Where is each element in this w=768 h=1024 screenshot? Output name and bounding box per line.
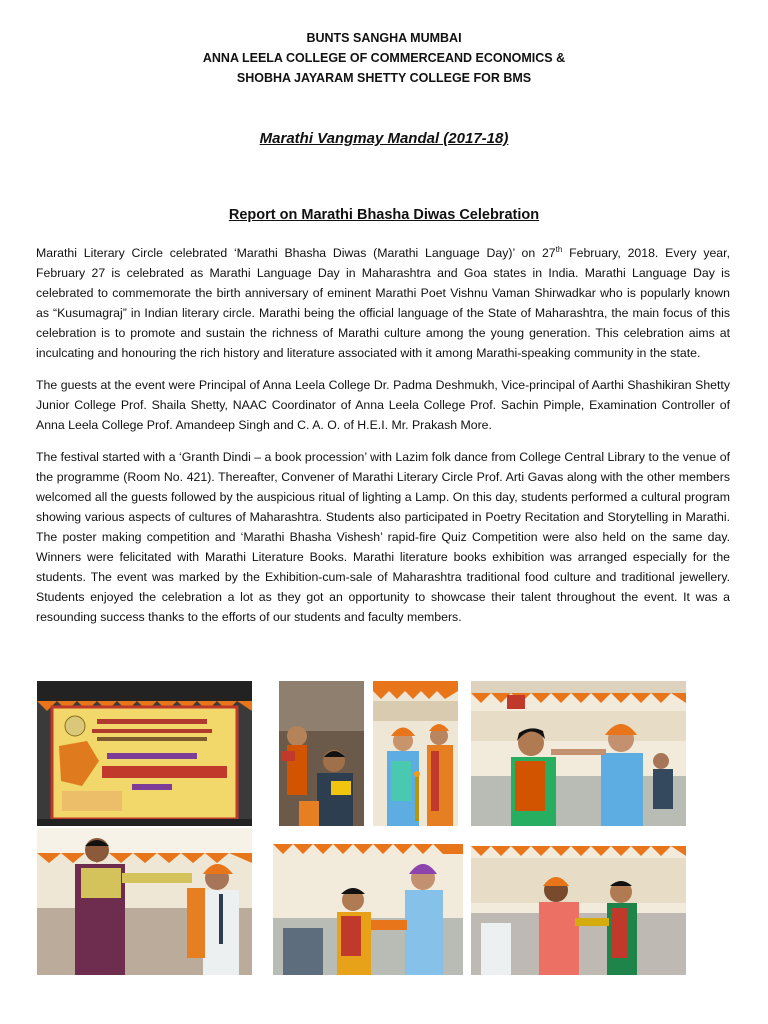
header-line-2: ANNA LEELA COLLEGE OF COMMERCEAND ECONOMICS & (202, 51, 566, 65)
mandal-subtitle: Marathi Vangmay Mandal (2017-18) (259, 130, 509, 147)
institution-header (0, 28, 768, 88)
paragraph-guests: The guests at the event were Principal of Anna Leela College Dr. Padma Deshmukh, Vice-principal of Aarthi Shashikiran Shetty Junior College Prof. Shaila Shetty, NAAC Coordinator of Anna Leela College Prof. Sachin Pimple, Examination Controller of Anna Leela College Prof. Amandeep Singh and C. A. O. of H.E.I. Mr. Prakash More. (36, 378, 730, 433)
photo-guest-turban (37, 828, 252, 975)
ordinal-suffix: th (555, 245, 563, 254)
paragraph-intro-start: Marathi Literary Circle celebrated ‘Marathi Bhasha Diwas (Marathi Language Day)’ on 27 (36, 246, 556, 261)
photo-guest-felicitation (279, 681, 364, 826)
paragraph-intro (36, 240, 730, 363)
photo-pheta-tying (471, 681, 686, 826)
header-line-3: SHOBHA JAYARAM SHETTY COLLEGE FOR BMS (236, 71, 532, 85)
photo-lamp-lighting (373, 681, 458, 826)
paragraph-intro-rest: February, 2018. Every year, February 27 is celebrated as Marathi Language Day in Maharashtra and Goa states in India. Marathi Language Day is celebrated to commemorate the birth anniversary of eminent Marathi Poet Vishnu Vaman Shirwadkar who is popularly known as “Kusumagraj” in Indian literary circle. Marathi being the official language of the State of Maharashtra, the main focus of this celebration is to promote and sustain the richness of Marathi culture among the young generation. This celebration aims at inculcating and honouring the rich history and literature associated with it among Marathi-speaking community in the state. (36, 246, 730, 361)
report-body (36, 240, 730, 639)
report-title: Report on Marathi Bhasha Diwas Celebration (228, 207, 540, 223)
paragraph-festival: The festival started with a ‘Granth Dindi – a book procession’ with Lazim folk dance from College Central Library to the venue of the programme (Room No. 421). Thereafter, Convener of Marathi Literary Circle Prof. Arti Gavas along with the other members welcomed all the guests followed by the auspicious ritual of lighting a Lamp. On this day, students performed a cultural program showing various aspects of cultures of Maharashtra. Students also participated in Poetry Recitation and Storytelling in Marathi. The poster making competition and ‘Marathi Bhasha Vishesh’ rapid-fire Quiz Competition were also held on the same day. Winners were felicitated with Marathi Literature Books. Marathi literature books exhibition was arranged especially for the students. The event was marked by the Exhibition-cum-sale of Maharashtra traditional food culture and traditional jewellery. Students enjoyed the celebration a lot as they got an opportunity to showcase their talent throughout the event. It was a resounding success thanks to the efforts of our students and faculty members. (36, 450, 730, 625)
header-line-1: BUNTS SANGHA MUMBAI (306, 31, 462, 45)
photo-banner (37, 681, 252, 826)
photo-prize-distribution (471, 828, 686, 975)
photo-sikh-guest-honour (273, 828, 463, 975)
